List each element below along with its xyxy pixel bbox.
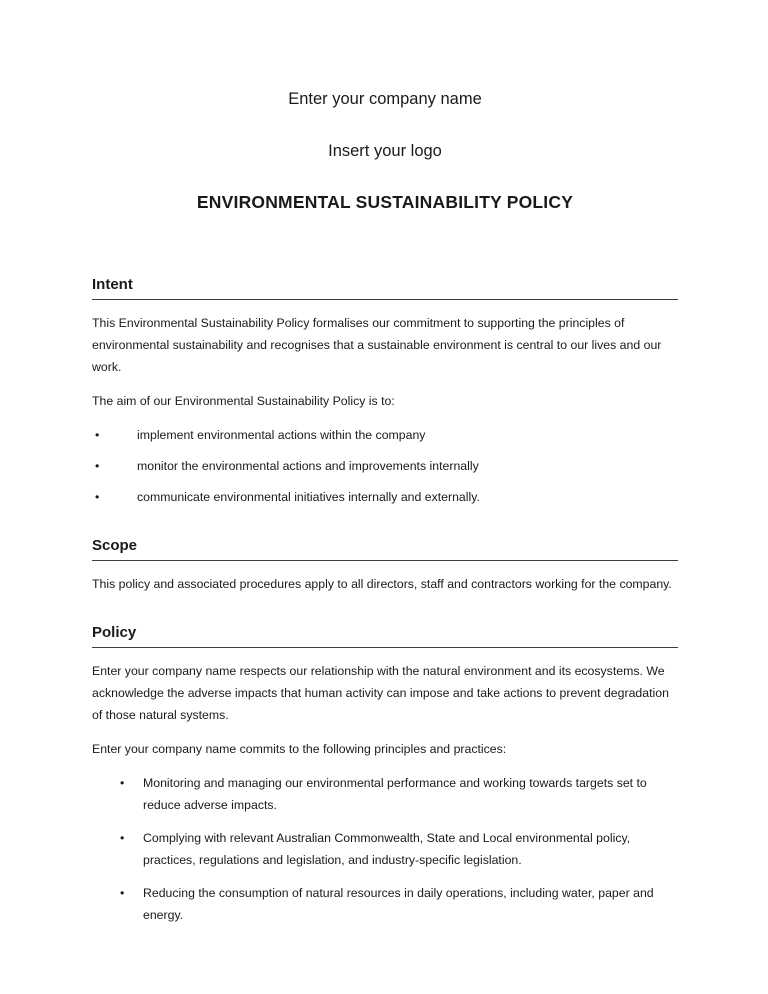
intent-paragraph-1: This Environmental Sustainability Policy formalises our commitment to supporting the principles of environmental sustainability and recognises that a sustainable environment is central to our lives and our work. — [92, 316, 662, 374]
bullet-icon: • — [95, 459, 100, 473]
company-name-placeholder[interactable]: Enter your company name — [288, 90, 482, 108]
intent-bullet-list — [92, 424, 678, 508]
intent-heading: Intent — [92, 275, 678, 300]
bullet-icon: • — [95, 490, 100, 504]
scope-heading: Scope — [92, 536, 678, 561]
list-item — [118, 882, 678, 926]
list-item — [118, 827, 678, 871]
list-item-text: monitor the environmental actions and improvements internally — [137, 459, 479, 473]
policy-bullet-list — [92, 772, 678, 926]
list-item — [118, 772, 678, 816]
list-item — [92, 486, 678, 508]
list-item-text: Complying with relevant Australian Commonwealth, State and Local environmental policy, practices, regulations and legislation, and industry-specific legislation. — [143, 831, 631, 867]
policy-heading: Policy — [92, 623, 678, 648]
document-title: ENVIRONMENTAL SUSTAINABILITY POLICY — [196, 192, 574, 212]
list-item-text: Monitoring and managing our environmental performance and working towards targets set to reduce adverse impacts. — [143, 776, 647, 812]
list-item-text: implement environmental actions within the company — [137, 428, 426, 442]
bullet-icon: • — [120, 776, 125, 790]
bullet-icon: • — [120, 831, 125, 845]
bullet-icon: • — [120, 886, 125, 900]
scope-paragraph-1: This policy and associated procedures apply to all directors, staff and contractors working for the company. — [92, 577, 672, 591]
intent-paragraph-2: The aim of our Environmental Sustainability Policy is to: — [92, 394, 395, 408]
list-item — [92, 455, 678, 477]
list-item-text: communicate environmental initiatives internally and externally. — [137, 490, 480, 504]
list-item-text: Reducing the consumption of natural resources in daily operations, including water, paper and energy. — [143, 886, 654, 922]
policy-paragraph-2: Enter your company name commits to the following principles and practices: — [92, 742, 507, 756]
document-header — [92, 88, 678, 214]
policy-paragraph-1: Enter your company name respects our relationship with the natural environment and its ecosystems. We acknowledge the adverse impacts that human activity can impose and take actions to prevent degradation of those natural systems. — [92, 664, 669, 722]
list-item — [92, 424, 678, 446]
bullet-icon: • — [95, 428, 100, 442]
logo-placeholder[interactable]: Insert your logo — [328, 142, 442, 160]
